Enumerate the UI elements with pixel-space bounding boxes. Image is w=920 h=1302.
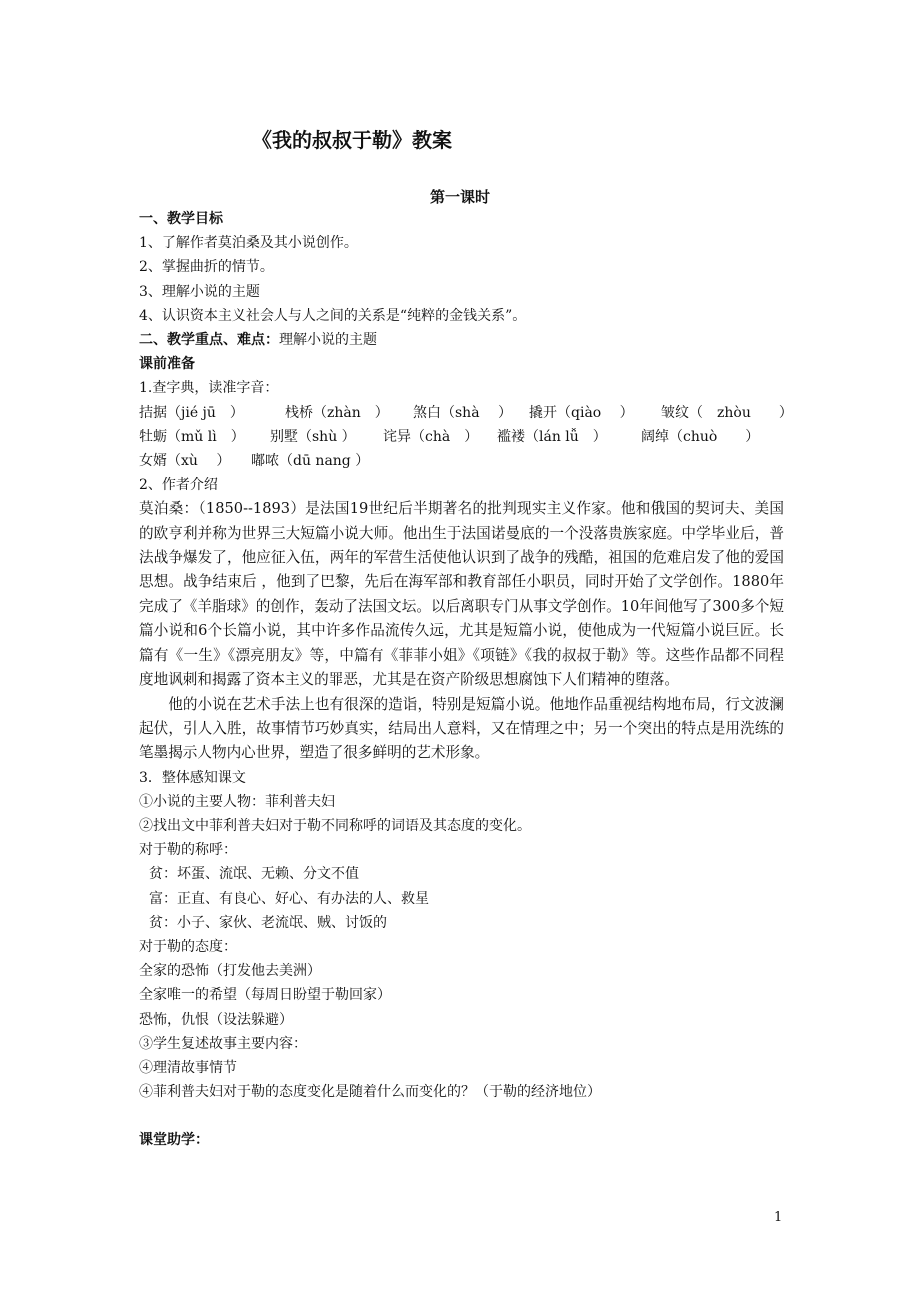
author-heading: 2、作者介绍: [139, 477, 218, 494]
attitude-line: ④菲利普夫妇对于勒的态度变化是随着什么而变化的？（于勒的经济地位）: [139, 1084, 601, 1101]
pinyin-item: 拮据（jié jū ）: [139, 404, 244, 421]
attitude-line: ③学生复述故事主要内容：: [139, 1035, 307, 1052]
attitude-line: 全家唯一的希望（每周日盼望于勒回家）: [139, 987, 391, 1004]
pinyin-item: 诧异（chà ）: [383, 428, 479, 445]
page-number: 1: [774, 1210, 783, 1225]
pinyin-item: 煞白（shà ）: [413, 404, 512, 421]
attitude-line: 对于勒的态度：: [139, 939, 237, 956]
pinyin-item: 褴褛（lán lǚ ）: [497, 428, 607, 445]
goal-item: 4、认识资本主义社会人与人之间的关系是“纯粹的金钱关系”。: [139, 307, 527, 324]
pinyin-item: 栈桥（zhàn ）: [285, 404, 389, 421]
naming-line: 富：正直、有良心、好心、有办法的人、救星: [149, 890, 429, 907]
pinyin-row: [139, 449, 784, 473]
class-help-heading: 课堂助学：: [139, 1132, 209, 1149]
attitude-line: ④理清故事情节: [139, 1059, 237, 1076]
section-heading-goals: 一、教学目标: [139, 211, 223, 227]
pinyin-item: 别墅（shù ）: [270, 428, 356, 445]
pinyin-row: [139, 425, 784, 449]
author-paragraph: 莫泊桑：（1850--1893）是法国19世纪后半期著名的批判现实主义作家。他和俄国的契诃夫、美国的欧亨利并称为世界三大短篇小说大师。他出生于法国诺曼底的一个没落贵族家庭。中学毕业后，普法战争爆发了，他应征入伍，两年的军营生活使他认识到了战争的残酷，祖国的危难启发了他的爱国思想。战争结束后 ，他到了巴黎，先后在海军部和教育部任小职员，同时开始了文学创作。1880年完成了《羊脂球》的创作，轰动了法国文坛。以后离职专门从事文学创作。10年间他写了300多个短篇小说和6个长篇小说，其中许多作品流传久远，尤其是短篇小说，使他成为一代短篇小说巨匠。长篇有《一生》《漂亮朋友》等，中篇有《菲菲小姐》《项链》《我的叔叔于勒》等。这些作品都不同程度地讽刺和揭露了资本主义的罪恶，尤其是在资产阶级思想腐蚀下人们精神的堕落。: [139, 500, 784, 689]
section-heading-prep: 课前准备: [139, 356, 195, 373]
lesson-heading: 第一课时: [429, 188, 490, 206]
overall-line: 对于勒的称呼：: [139, 842, 237, 859]
goal-item: 3、理解小说的主题: [139, 283, 260, 300]
overall-line: ①小说的主要人物：菲利普夫妇: [139, 793, 335, 810]
author-paragraph: 他的小说在艺术手法上也有很深的造诣，特别是短篇小说。他地作品重视结构地布局，行文波澜起伏，引人入胜，故事情节巧妙真实，结局出人意料，又在情理之中；另一个突出的特点是用洗练的笔墨揭示人物内心世界，塑造了很多鲜明的艺术形象。: [139, 695, 784, 762]
overall-line: ②找出文中菲利普夫妇对于勒不同称呼的词语及其态度的变化。: [139, 818, 531, 835]
pinyin-item: 皱纹（ zhòu ）: [661, 404, 793, 421]
attitude-line: 恐怖，仇恨（设法躲避）: [139, 1011, 293, 1028]
document-body: [139, 207, 793, 1153]
pinyin-row: [139, 401, 793, 425]
naming-line: 贫：小子、家伙、老流氓、贼、讨饭的: [149, 914, 387, 931]
key-points-text: 理解小说的主题: [279, 331, 377, 348]
attitude-line: 全家的恐怖（打发他去美洲）: [139, 963, 321, 980]
pinyin-item: 阔绰（chuò ）: [641, 428, 760, 445]
pinyin-item: 撬开（qiào ）: [529, 404, 634, 421]
goal-item: 2、掌握曲折的情节。: [139, 259, 274, 276]
naming-line: 贫：坏蛋、流氓、无赖、分文不值: [149, 866, 359, 883]
section-key-points: [139, 328, 784, 352]
pinyin-item: 牡蛎（mǔ lì ）: [139, 428, 245, 445]
goal-item: 1、了解作者莫泊桑及其小说创作。: [139, 235, 358, 252]
pinyin-item: 嘟哝（dū nang ）: [251, 452, 370, 469]
key-points-heading: 二、教学重点、难点：: [139, 331, 279, 348]
document-title: 《我的叔叔于勒》教案: [252, 128, 452, 152]
overall-line: 3．整体感知课文: [139, 769, 246, 786]
dictionary-heading: 1.查字典，读准字音：: [139, 380, 279, 397]
pinyin-item: 女婿（xù ）: [139, 452, 231, 469]
spacer: [139, 1104, 784, 1128]
